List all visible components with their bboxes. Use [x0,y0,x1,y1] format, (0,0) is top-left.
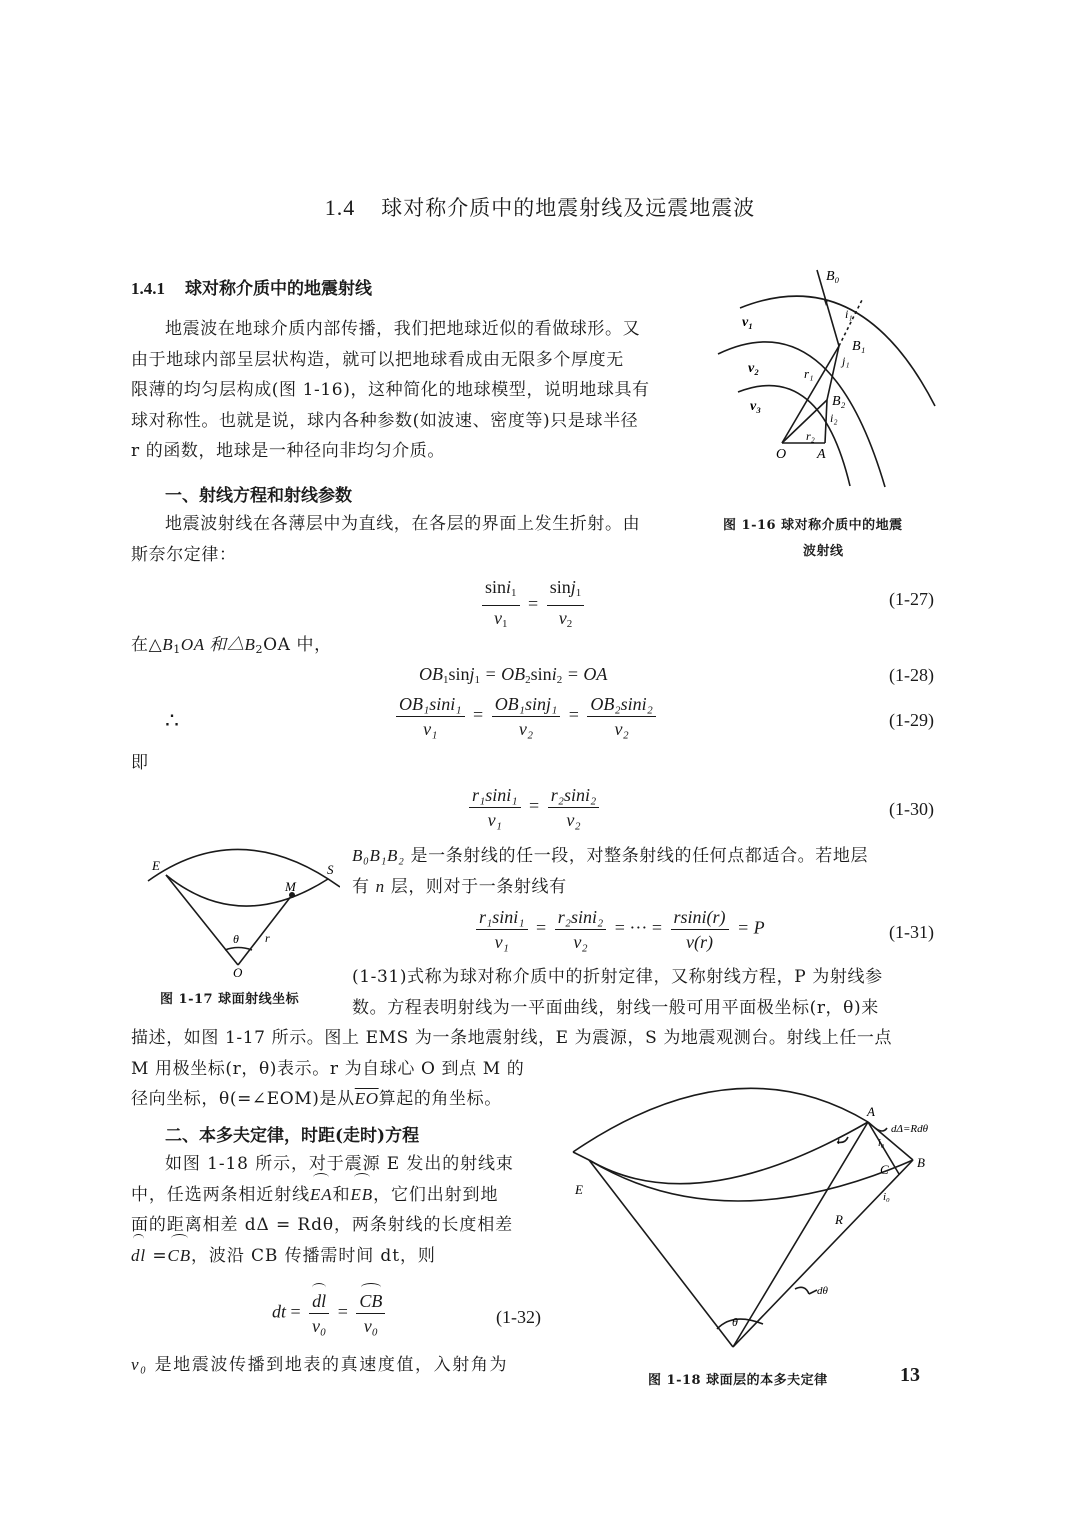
text-line: (1-31)式称为球对称介质中的折射定律，又称射线方程，P 为射线参 [352,967,883,987]
radius-B [733,1160,913,1347]
arc-symbol: CB [167,1241,191,1272]
text-line: 斯奈尔定律： [131,544,237,565]
angle-arc [225,948,252,951]
numerator: r₁sini₁ [476,906,528,930]
label-E: E [575,1182,583,1197]
text: 层，则对于一条射线有 [384,876,567,897]
text: 有 [352,876,376,897]
math: = OA [562,664,608,684]
equation-number: (1-27) [889,589,934,609]
math: = OB [480,664,526,684]
therefore-symbol: ∴ [165,708,179,733]
label-i0-bottom: i₀ [883,1191,890,1203]
text-line: 球对称性。也就是说，球内各种参数(如波速、密度等)只是球半径 [131,410,639,431]
figure-1-16-caption: 图 1-16 球对称介质中的地震 [723,518,903,533]
denominator: v₂ [518,719,534,739]
label-S: S [327,862,334,877]
perpendicular [825,400,827,443]
heading-benndorf: 二、本多夫定律，时距(走时)方程 [165,1126,420,1146]
text-line: 数。方程表明射线为一平面曲线，射线一般可用平面极坐标(r，θ)来 [352,997,879,1018]
fraction: $\frac{\sin i_1}{v_1}$ [482,576,520,635]
i0-arc [875,1128,887,1131]
arc-symbol: EA [310,1180,333,1211]
text: OA 和△ [180,635,245,654]
text: ，波沿 CB 传播需时间 dt，则 [191,1245,436,1266]
numerator: rsini(r) [671,906,729,930]
label-i: i [837,1135,841,1147]
text-line: 地震波在地球介质内部传播，我们把地球近似的看做球形。又 [165,319,641,339]
numerator: r₁sini₁ [469,784,521,808]
label-i2: i₂ [830,411,838,425]
section-title-text: 球对称介质中的地震射线及远震地震波 [381,196,756,220]
numerator: CB [356,1290,385,1314]
text: 中，任选两条相近射线 [131,1184,310,1205]
label-C: C [880,1162,889,1177]
text: 在△ [131,635,163,655]
math: v₀ [131,1355,148,1374]
text-line: r 的函数，地球是一种径向非均匀介质。 [131,441,445,461]
text-line: M 用极坐标(r，θ)表示。r 为自球心 O 到点 M 的 [131,1058,525,1079]
text: 是地震波传播到地表的真速度值，入射角为 [147,1355,509,1375]
math-symbol: v [558,608,567,628]
text: 是一条射线的任一段，对整条射线的任何点都适合。若地层 [404,846,869,866]
equation-1-27 [478,576,588,635]
text: ，它们出射到地 [373,1184,499,1205]
ellipsis: = ··· = [614,917,663,938]
label-v3: v₃ [750,399,762,414]
text: 径向坐标，θ(=∠EOM)是从 [131,1089,355,1109]
equation-number: (1-32) [496,1307,541,1327]
equation-1-32 [272,1290,389,1337]
last-line [131,1350,508,1381]
label-B2: B₂ [832,394,846,409]
ray-EB [589,1160,913,1201]
figure-1-18 [565,1082,945,1352]
sin-text: sin [549,577,571,597]
heading-ray-equation: 一、射线方程和射线参数 [165,486,352,506]
section-number: 1.4 [324,195,356,220]
figure-1-16 [700,260,960,510]
label-i1: i₁ [845,307,853,321]
label-theta: θ [732,1315,738,1329]
numerator: OB₁sini₁ [396,693,465,717]
math-symbol: v [494,608,503,628]
text: = [146,1245,168,1266]
text: OA 中， [263,635,332,655]
ray-segment-paragraph [352,841,952,902]
line-EO [166,875,238,965]
numerator: OB₂sini₂ [587,693,656,717]
denominator: v₀ [363,1316,378,1336]
math: i [551,664,557,684]
label-E: E [152,858,160,873]
label-O: O [776,447,787,462]
math: j [469,664,475,684]
dtheta-pointer [809,1290,817,1294]
math: $\overline{EO}$ [354,1089,379,1108]
surface-left [573,1152,589,1160]
label-B: B [917,1155,925,1170]
numerator: dl [309,1290,329,1314]
figure-1-17 [140,835,340,977]
snell-paragraph [131,509,731,570]
lhs: dt [272,1301,287,1322]
subsection-number: 1.4.1 [131,279,165,298]
page-number: 13 [900,1364,920,1386]
dtheta-arc [795,1287,809,1294]
math-symbol: j [570,577,576,597]
equals-sign: = [473,704,484,725]
math-symbol: i [506,577,512,597]
equals-sign: = [536,917,547,938]
label-A: A [817,447,826,462]
arc-symbol: EB [350,1180,373,1211]
numerator: r₂sini₂ [548,784,600,808]
label-theta: θ [233,932,239,946]
equation-number: (1-28) [889,665,934,685]
text: 算起的角坐标。 [378,1089,502,1109]
denominator: v₁ [494,932,509,952]
label-R: R [835,1212,843,1227]
intro-paragraph [131,314,711,467]
label-A: A [867,1104,875,1119]
equation-number: (1-30) [889,799,934,819]
denominator: v₂ [566,810,581,830]
equals-sign: = [337,1301,348,1322]
ray-path [166,875,328,906]
subsection-title-text: 球对称介质中的地震射线 [185,279,372,299]
subsection-title [131,274,372,299]
equation-1-30 [465,784,603,831]
arc-symbol: dl [131,1241,146,1272]
text-line: 限薄的均匀层构成(图 1-16)，这种简化的地球模型，说明地球具有 [131,380,650,400]
label-j1: j₁ [842,354,850,368]
label-r2: r₂ [806,429,815,443]
equation-number: (1-31) [889,922,934,942]
equation-number: (1-29) [889,710,934,730]
text: 和 [332,1184,351,1205]
label-i0-top: i₀ [878,1138,885,1149]
denominator: v₂ [573,932,588,952]
ray-EA [589,1122,868,1184]
benndorf-paragraph [131,1149,571,1271]
label-dtheta: dθ [817,1285,828,1297]
sin-text: sin [448,664,470,684]
label-v1: v₁ [742,315,754,330]
triangle-text: 在$\triangle B_1OA$ 和$\triangle B_2OA$ 中， [131,635,332,656]
text-line: 地震波射线在各薄层中为直线，在各层的界面上发生折射。由 [165,514,641,534]
equation-1-28: $OB_1\sin j_1 = OB_2\sin i_2$ = OA [419,664,608,686]
surface-arc [148,849,340,887]
denominator: v₂ [614,719,629,739]
text-line: 如图 1-18 所示，对于震源 E 发出的射线束 [165,1154,514,1174]
text-line: 描述，如图 1-17 所示。图上 EMS 为一条地震射线，E 为震源，S 为地震观测台。射线上任一点 [131,1028,893,1048]
figure-1-18-caption: 图 1-18 球面层的本多夫定律 [648,1373,828,1388]
label-M: M [285,879,296,894]
label-dDelta: dΔ=Rdθ [891,1123,929,1135]
surface-arc [573,1088,868,1152]
text-line: 面的距离相差 dΔ = Rdθ，两条射线的长度相差 [131,1215,514,1235]
denominator: v₁ [487,810,502,830]
numerator: OB₁sinj₁ [492,693,561,717]
label-O: O [233,965,243,977]
equals-sign: = [290,1301,301,1322]
section-title [0,192,1080,222]
equals-sign: = [529,795,540,816]
math: n [375,876,385,896]
fraction: $\frac{\sin j_1}{v_2}$ [547,576,585,635]
label-B0: B₀ [826,269,840,284]
math-symbol: B [162,635,174,654]
figure-1-16-caption-line2: 波射线 [803,544,844,559]
sin-text: sin [485,577,507,597]
equals-sign: = [568,704,579,725]
text-line: 由于地球内部呈层状构造，就可以把地球看成由无限多个厚度无 [131,349,624,370]
label-v2: v₂ [748,361,760,376]
denominator: v(r) [686,932,714,952]
label-r: r [265,931,270,945]
equation-1-31 [472,906,765,953]
numerator: r₂sini₂ [555,906,607,930]
math-symbol: B [244,635,256,654]
ji-label: 即 [131,753,149,773]
figure-1-17-caption: 图 1-17 球面射线坐标 [160,992,300,1007]
math: B₀B₁B₂ [352,846,405,865]
middle-arc [718,342,885,487]
denominator: v₀ [312,1316,327,1336]
radius-E [589,1160,733,1347]
result: = P [737,917,765,938]
sin-text: sin [530,664,552,684]
refraction-paragraph-top [352,962,952,1023]
label-B1: B₁ [852,339,866,354]
equation-1-29 [392,693,660,740]
equals-sign: = [528,593,539,614]
denominator: v₁ [423,719,438,739]
label-r1: r₁ [804,366,814,381]
radius-r2 [782,400,827,443]
math: OB [419,664,443,684]
